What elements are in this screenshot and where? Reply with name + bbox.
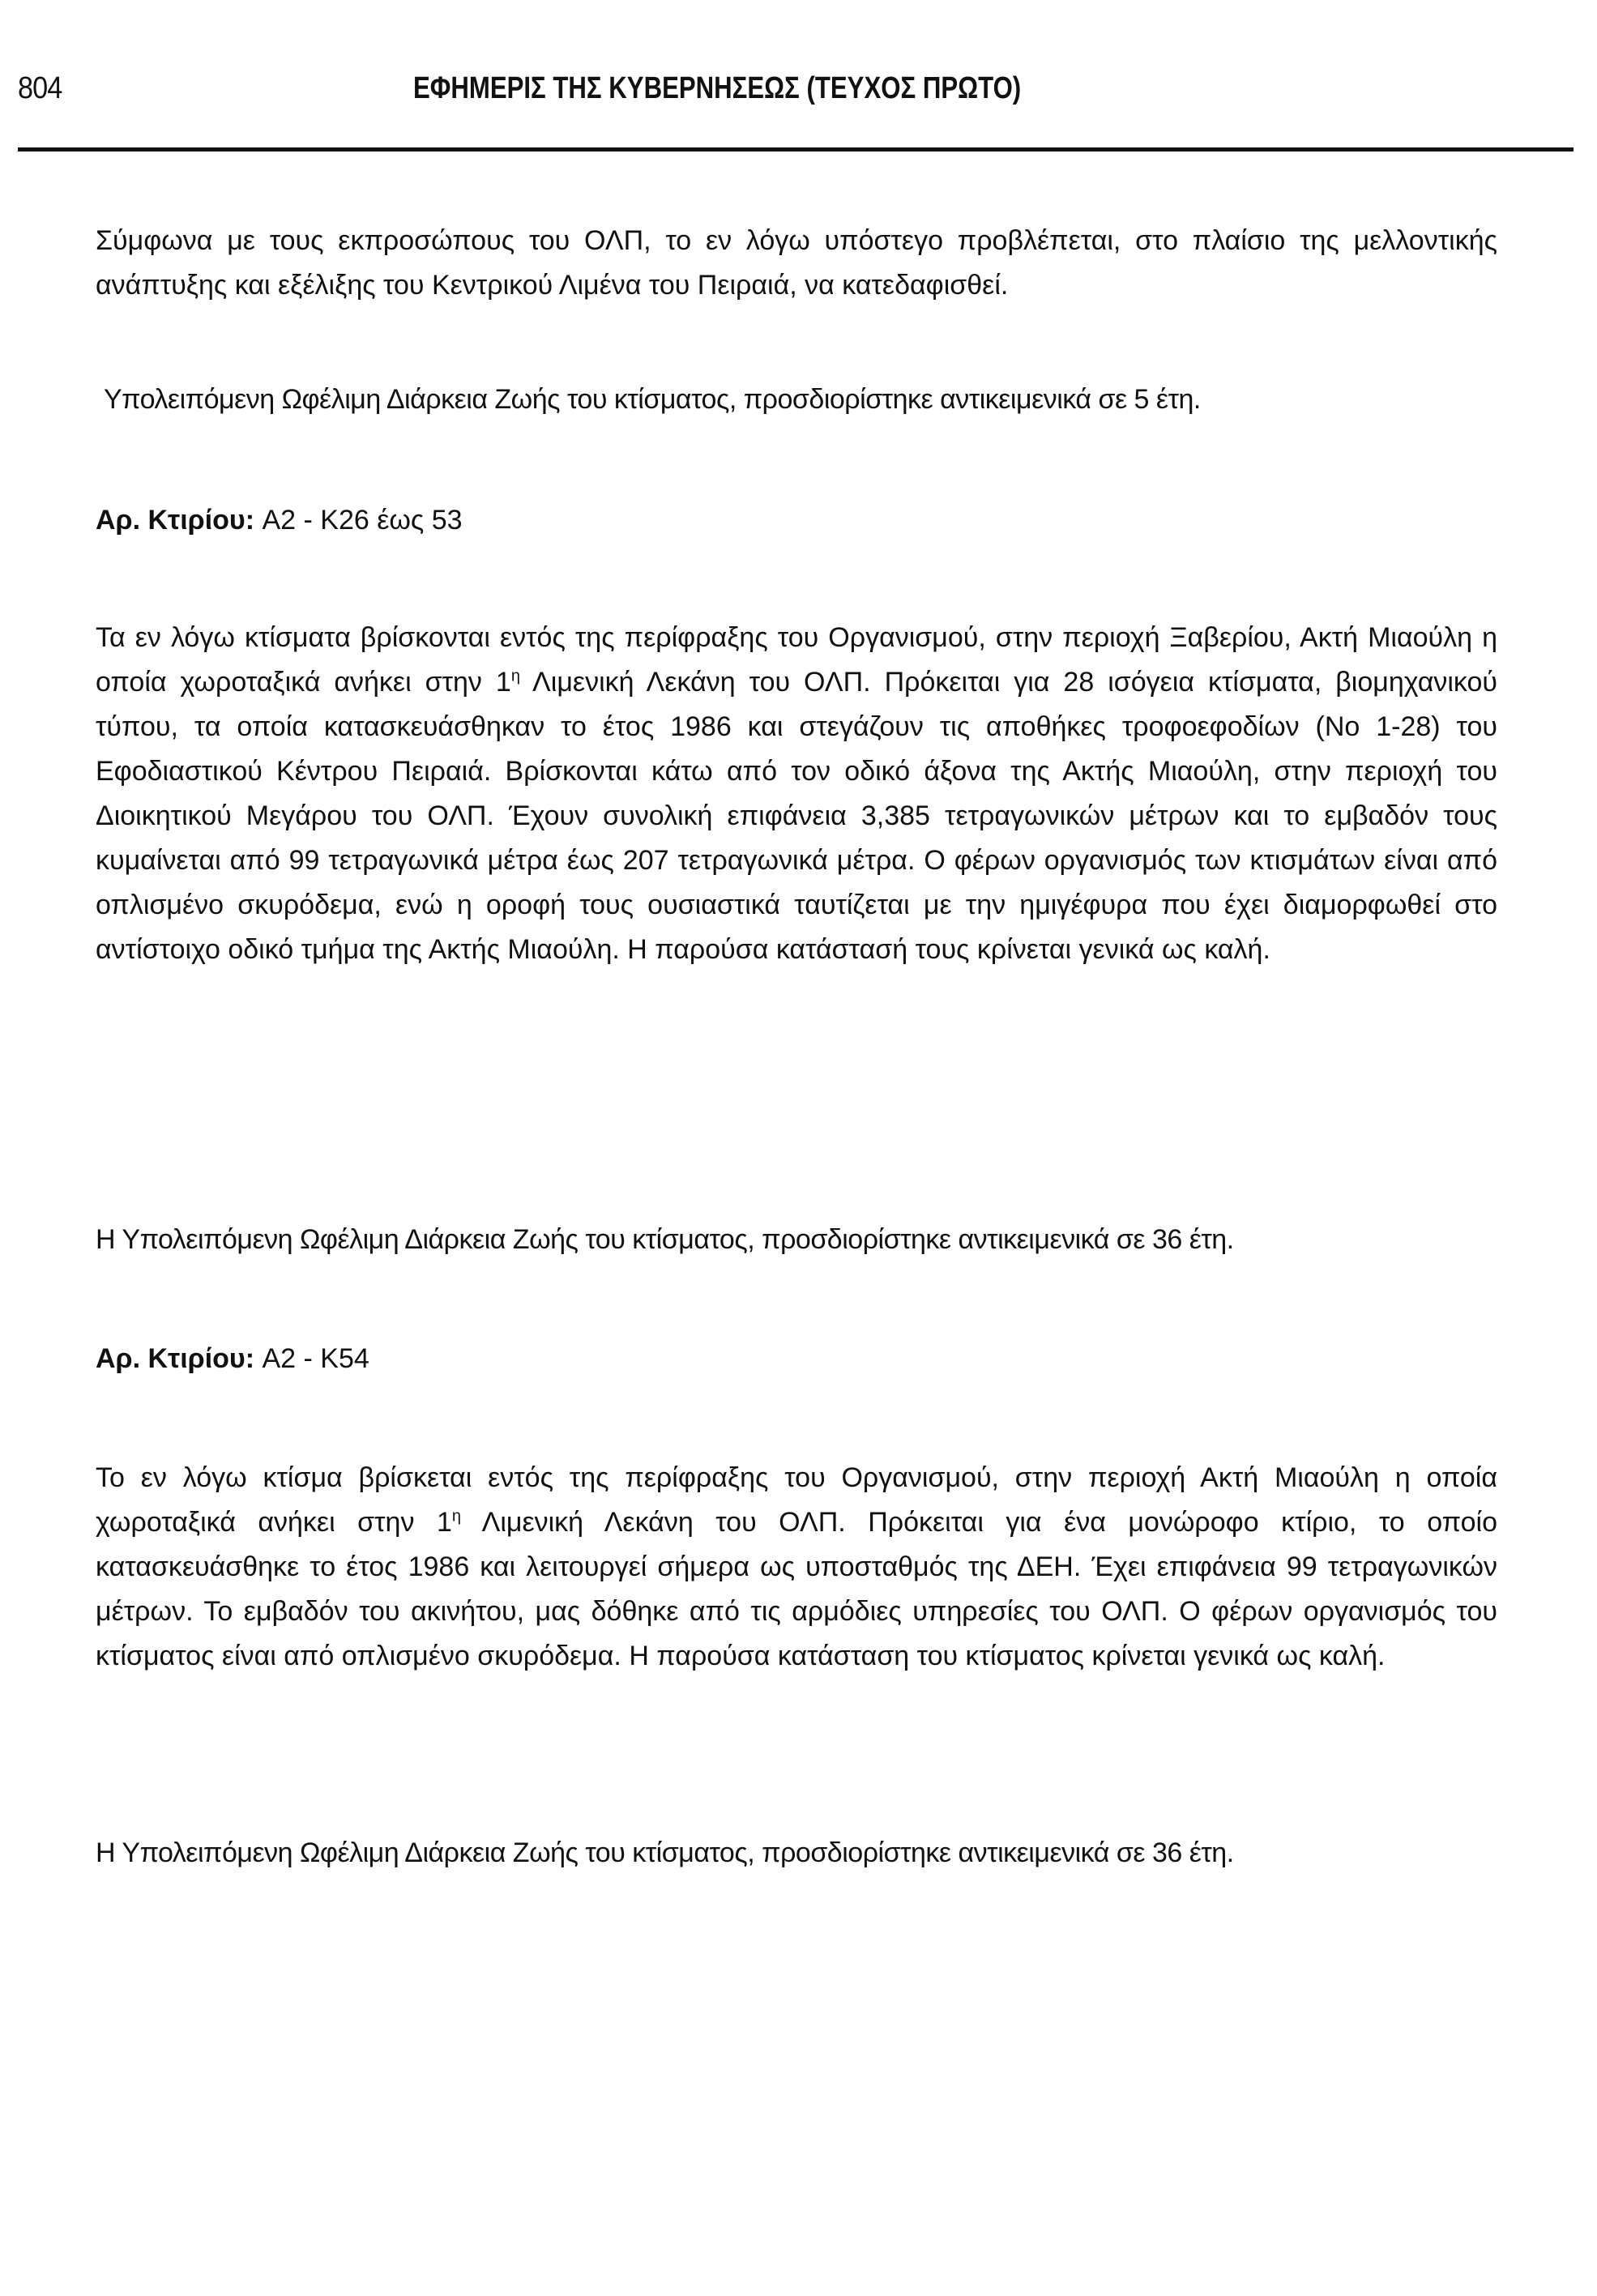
building-lifespan: Η Υπολειπόμενη Ωφέλιμη Διάρκεια Ζωής του κτίσματος, προσδιορίστηκε αντικειμενικά σε 36 έτη. [96, 1224, 1234, 1255]
description-text: Τα εν λόγω κτίσματα βρίσκονται εντός της περίφραξης του Οργανισμού, στην περιοχή Ξαβερίου, Ακτή Μιαούλη η οποία χωροταξικά ανήκει στην 1 [96, 622, 1497, 698]
building-id: Α2 - Κ26 έως 53 [262, 505, 463, 536]
building-heading [96, 498, 463, 543]
building-label: Αρ. Κτιρίου: [96, 1343, 255, 1374]
ordinal-suffix: η [451, 1507, 461, 1526]
building-heading [96, 1337, 369, 1381]
description-text: Το εν λόγω κτίσμα βρίσκεται εντός της περίφραξης του Οργανισμού, στην περιοχή Ακτή Μιαούλη η οποία χωροταξικά ανήκει στην 1 [96, 1462, 1497, 1538]
header-divider [18, 147, 1574, 152]
building-description [96, 1456, 1497, 1679]
building-lifespan: Η Υπολειπόμενη Ωφέλιμη Διάρκεια Ζωής του κτίσματος, προσδιορίστηκε αντικειμενικά σε 36 έτη. [96, 1837, 1234, 1868]
intro-paragraph: Σύμφωνα με τους εκπροσώπους του ΟΛΠ, το εν λόγω υπόστεγο προβλέπεται, στο πλαίσιο της μελλοντικής ανάπτυξης και εξέλιξης του Κεντρικού Λιμένα του Πειραιά, να κατεδαφισθεί. [96, 225, 1497, 301]
building-description [96, 616, 1497, 972]
building-label: Αρ. Κτιρίου: [96, 505, 255, 536]
description-text: Λιμενική Λεκάνη του ΟΛΠ. Πρόκειται για ένα μονώροφο κτίριο, το οποίο κατασκευάσθηκε το έτος 1986 και λειτουργεί σήμερα ως υποσταθμός της ΔΕΗ. Έχει επιφάνεια 99 τετραγωνικών μέτρων. Το εμβαδόν του ακινήτου, μας δόθηκε από τις αρμόδιες υπηρεσίες του ΟΛΠ. Ο φέρων οργανισμός του κτίσματος είναι από οπλισμένο σκυρόδεμα. Η παρούσα κατάσταση του κτίσματος κρίνεται γενικά ως καλή. [96, 1507, 1497, 1671]
journal-title: ΕΦΗΜΕΡΙΣ ΤΗΣ ΚΥΒΕΡΝΗΣΕΩΣ (ΤΕΥΧΟΣ ΠΡΩΤΟ) [413, 71, 1022, 105]
page-header [18, 71, 1574, 109]
page-number: 804 [18, 71, 62, 105]
ordinal-suffix: η [510, 667, 520, 685]
description-text: Λιμενική Λεκάνη του ΟΛΠ. Πρόκειται για 28 ισόγεια κτίσματα, βιομηχανικού τύπου, τα οποία κατασκευάσθηκαν το έτος 1986 και στεγάζουν τις αποθήκες τροφοεφοδίων (Νο 1-28) του Εφοδιαστικού Κέντρου Πειραιά. Βρίσκονται κάτω από τον οδικό άξονα της Ακτής Μιαούλη, στην περιοχή του Διοικητικού Μεγάρου του ΟΛΠ. Έχουν συνολική επιφάνεια 3,385 τετραγωνικών μέτρων και το εμβαδόν τους κυμαίνεται από 99 τετραγωνικά μέτρα έως 207 τετραγωνικά μέτρα. Ο φέρων οργανισμός των κτισμάτων είναι από οπλισμένο σκυρόδεμα, ενώ η οροφή τους ουσιαστικά ταυτίζεται με την ημιγέφυρα που έχει διαμορφωθεί στο αντίστοιχο οδικό τμήμα της Ακτής Μιαούλη. Η παρούσα κατάστασή τους κρίνεται γενικά ως καλή. [96, 667, 1497, 965]
building-id: Α2 - Κ54 [262, 1343, 369, 1374]
intro-lifespan: Υπολειπόμενη Ωφέλιμη Διάρκεια Ζωής του κτίσματος, προσδιορίστηκε αντικειμενικά σε 5 έτη. [104, 384, 1201, 415]
